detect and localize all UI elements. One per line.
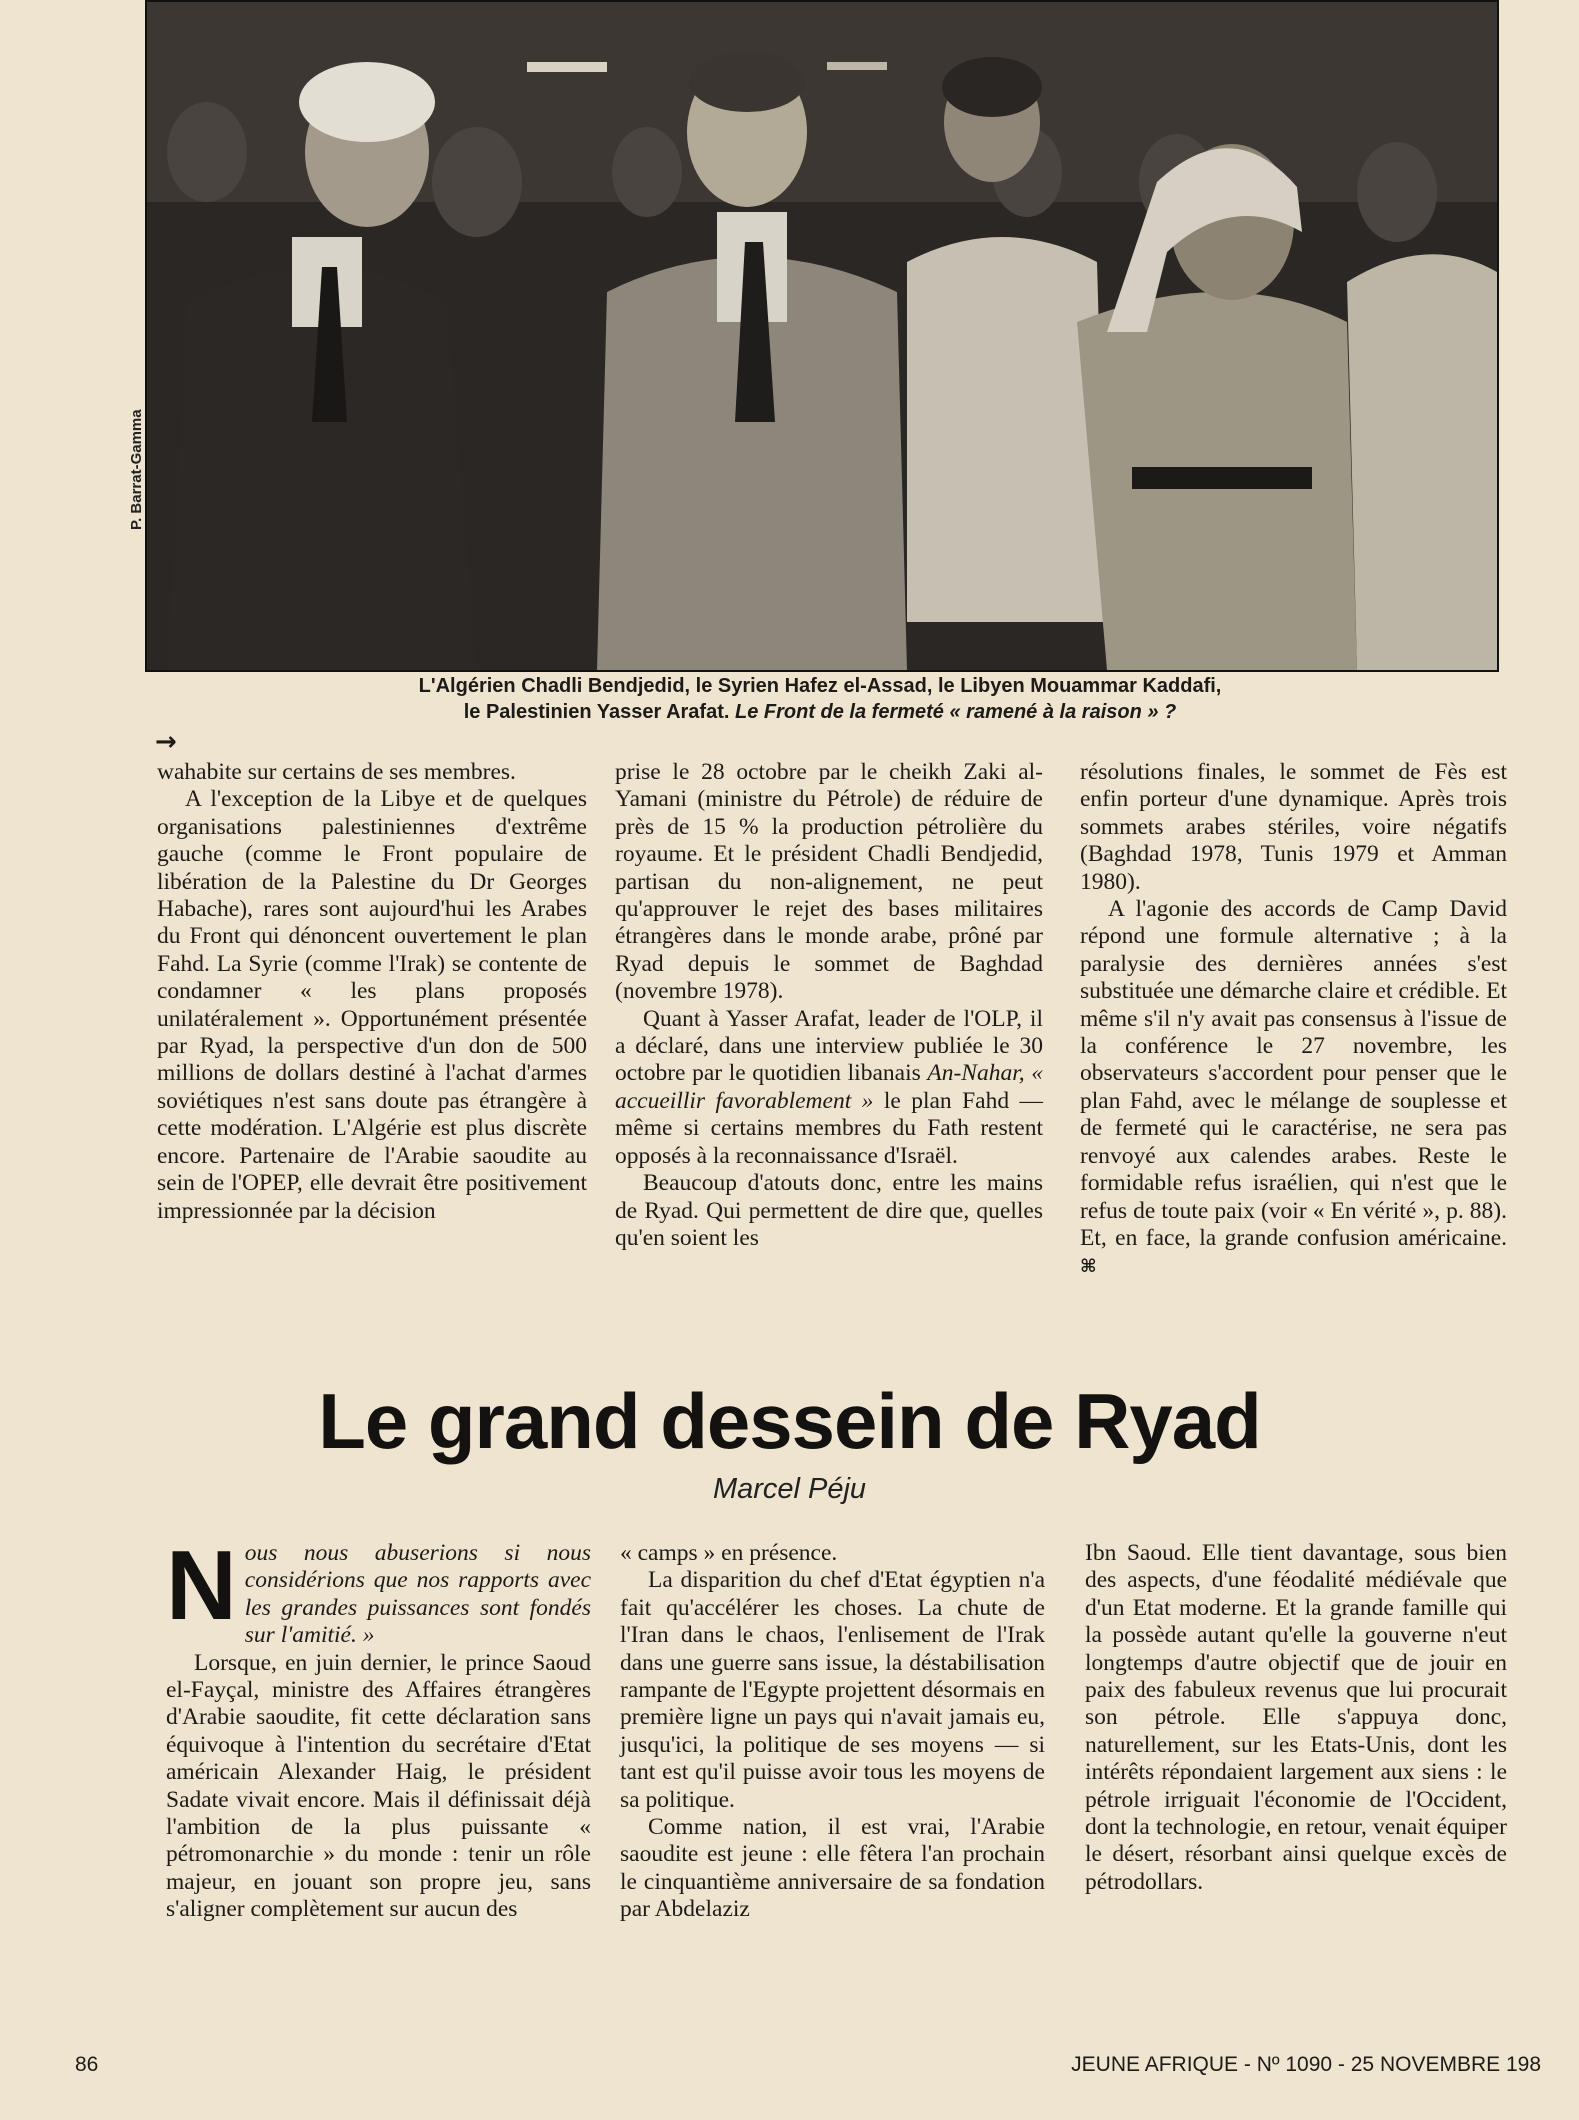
- paragraph: [615, 1006, 1043, 1170]
- photo-credit: P. Barrat-Gamma: [128, 409, 145, 530]
- paragraph: Ibn Saoud. Elle tient davantage, sous bien des aspects, d'une féodalité médiévale que d'un Etat moderne. Et la grande famille qui la possède autant qu'elle la gouverne n'eut longtemps d'autre objectif que de jouir en paix des fabuleux revenus que lui procurait son pétrole. Elle s'appuya donc, naturellement, sur les Etats-Unis, dont les intérêts répondaient largement aux siens : le pétrole irriguait l'économie de l'Occident, dont la technologie, en retour, venait équiper le désert, résorbant ainsi quelque excès de pétrodollars.: [1085, 1540, 1507, 1895]
- caption-line-2: [145, 699, 1495, 725]
- article-column-1: [166, 1530, 591, 1924]
- caption-plain: le Palestinien Yasser Arafat.: [463, 701, 730, 723]
- publication-info: JEUNE AFRIQUE - Nº 1090 - 25 NOVEMBRE 198: [1071, 2053, 1541, 2076]
- end-mark-icon: ⌘: [1080, 1256, 1097, 1278]
- photo-caption: [145, 673, 1495, 725]
- paragraph: La disparition du chef d'Etat égyptien n'a fait qu'accélérer les choses. La chute de l'Iran dans le chaos, l'enlisement de l'Irak dans une guerre sans issue, la déstabilisation rampante de l'Egypte projettent désormais en première ligne un pays qui n'avait jamais eu, jusqu'ici, la politique de ses moyens — si tant est qu'il puisse avoir tous les moyens de sa politique.: [620, 1567, 1045, 1813]
- photo-illustration: [147, 2, 1497, 670]
- caption-italic: Le Front de la fermeté « ramené à la raison » ?: [734, 701, 1177, 723]
- paragraph: [1080, 896, 1507, 1281]
- text-run: le plan Fahd — même si certains membres du Fath restent opposés à la reconnaissance d'Israël.: [615, 1087, 1043, 1169]
- text-run: Quant à Yasser Arafat, leader de l'OLP, il a déclaré, dans une interview publiée le 30 octobre par le quotidien libanais: [615, 1005, 1043, 1087]
- paragraph: résolutions finales, le sommet de Fès est enfin porteur d'une dynamique. Après trois sommets arabes stériles, voire négatifs (Baghdad 1978, Tunis 1979 et Amman 1980).: [1080, 759, 1507, 895]
- page-number: 86: [75, 2053, 99, 2076]
- paragraph: « camps » en présence.: [620, 1540, 838, 1566]
- newspaper-name: An-Nahar,: [927, 1060, 1025, 1087]
- article-headline: Le grand dessein de Ryad: [318, 1377, 1261, 1465]
- article-byline: Marcel Péju: [712, 1473, 867, 1505]
- paragraph: Comme nation, il est vrai, l'Arabie saoudite est jeune : elle fêtera l'an prochain le cinquantième anniversaire de sa fondation par Abdelaziz: [620, 1814, 1045, 1923]
- lead-quote: ous nous abuserions si nous considérions que nos rapports avec les grandes puissances sont fondés sur l'amitié. »: [244, 1540, 591, 1649]
- text-run: A l'agonie des accords de Camp David répond une formule alternative ; à la paralysie des dernières années s'est substituée une démarche claire et crédible. Et même s'il n'y avait pas consensus à l'issue de la conférence le 27 novembre, les observateurs s'accordent pour penser que le plan Fahd, avec le mélange de souplesse et de fermeté qui le caractérise, ne sera pas renvoyé aux calendes arabes. Reste le formidable refus israélien, qui n'est que le refus de toute paix (voir « En vérité », p. 88). Et, en face, la grande confusion américaine.: [1080, 896, 1507, 1251]
- prev-article-column-1: [157, 759, 587, 1225]
- caption-line-1: L'Algérien Chadli Bendjedid, le Syrien Hafez el-Assad, le Libyen Mouammar Kaddafi,: [418, 675, 1222, 697]
- lead-paragraph: [166, 1530, 591, 1650]
- paragraph: Lorsque, en juin dernier, le prince Saoud el-Fayçal, ministre des Affaires étrangères d'Arabie saoudite, fit cette déclaration sans équivoque à l'intention du secrétaire d'Etat américain Alexander Haig, le président Sadate vivait encore. Mais il définissait déjà l'ambition de la plus puissante « pétromonarchie » du monde : tenir un rôle majeur, en jouant son propre jeu, sans s'aligner complètement sur aucun des: [166, 1649, 591, 1923]
- prev-article-column-3: [1080, 759, 1507, 1281]
- quote: « accueillir favorablement »: [615, 1060, 1044, 1114]
- prev-article-column-2: [615, 759, 1043, 1252]
- continuation-arrow-icon: →: [155, 727, 177, 757]
- news-photo: [145, 0, 1499, 672]
- drop-cap: N: [166, 1530, 237, 1640]
- paragraph: prise le 28 octobre par le cheikh Zaki al-Yamani (ministre du Pétrole) de réduire de près de 15 % la production pétrolière du royaume. Et le président Chadli Bendjedid, partisan du non-alignement, ne peut qu'approuver le rejet des bases militaires étrangères dans le monde arabe, prôné par Ryad depuis le sommet de Baghdad (novembre 1978).: [615, 759, 1043, 1005]
- paragraph: wahabite sur certains de ses membres.: [157, 759, 516, 785]
- article-column-3: [1085, 1540, 1507, 1896]
- article-column-2: [620, 1540, 1045, 1924]
- paragraph: A l'exception de la Libye et de quelques organisations palestiniennes d'extrême gauche (comme le Front populaire de libération de la Palestine du Dr Georges Habache), rares sont aujourd'hui les Arabes du Front qui dénoncent ouvertement le plan Fahd. La Syrie (comme l'Irak) se contente de condamner « les plans proposés unilatéralement ». Opportunément présentée par Ryad, la perspective d'un don de 500 millions de dollars destiné à l'achat d'armes soviétiques n'est sans doute pas étrangère à cette modération. L'Algérie est plus discrète encore. Partenaire de l'Arabie saoudite au sein de l'OPEP, elle devrait être positivement impressionnée par la décision: [157, 786, 587, 1224]
- paragraph: Beaucoup d'atouts donc, entre les mains de Ryad. Qui permettent de dire que, quelles qu'en soient les: [615, 1170, 1043, 1251]
